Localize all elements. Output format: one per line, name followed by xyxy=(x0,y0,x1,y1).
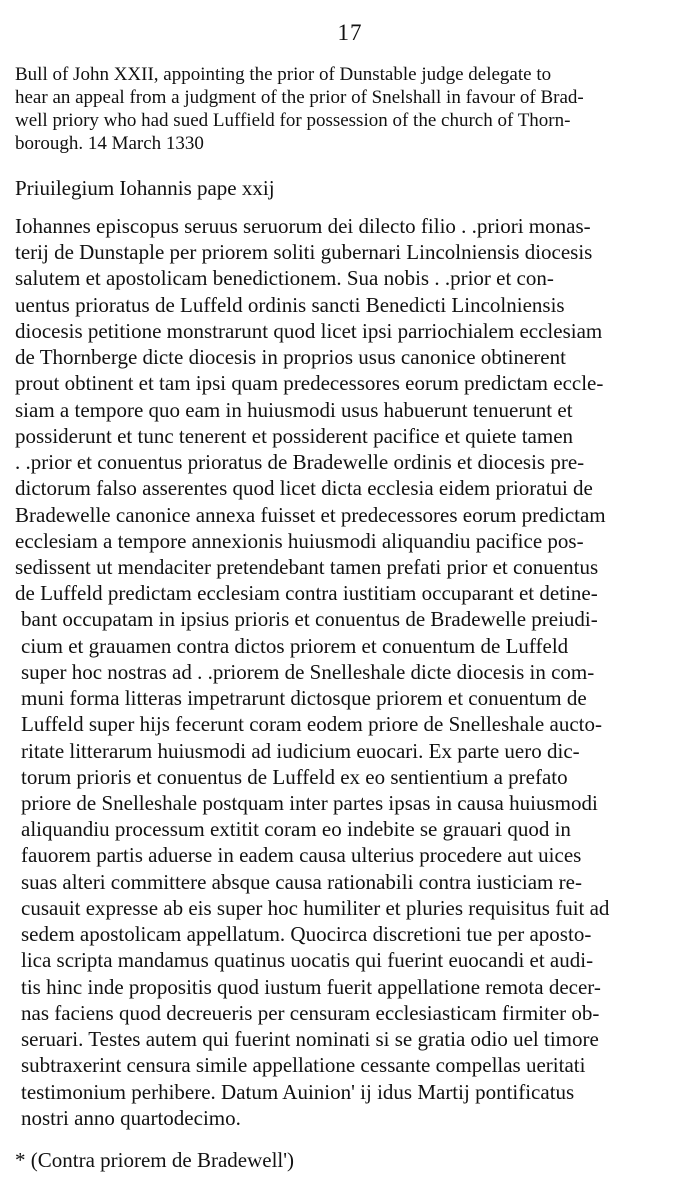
body-line: de Luffeld predictam ecclesiam contra iustitiam occuparant et detine- xyxy=(15,581,598,606)
body-line: fauorem partis aduerse in eadem causa ulterius procedere aut uices xyxy=(21,843,582,868)
body-line: Bradewelle canonice annexa fuisset et predecessores eorum predictam xyxy=(15,502,606,527)
body-line: super hoc nostras ad . .priorem de Snelleshale dicte diocesis in com- xyxy=(21,659,595,684)
body-line: Luffeld super hijs fecerunt coram eodem priore de Snelleshale aucto- xyxy=(21,712,602,737)
heading-line: borough. 14 March 1330 xyxy=(15,133,204,154)
body-line: sedissent ut mendaciter pretendebant tamen prefati prior et conuentus xyxy=(15,554,599,579)
body-line: sedem apostolicam appellatum. Quocirca discretioni tue per aposto- xyxy=(21,922,592,947)
body-line: bant occupatam in ipsius prioris et conuentus de Bradewelle preiudi- xyxy=(21,607,598,632)
document-title: Priuilegium Iohannis pape xxij xyxy=(15,176,275,200)
body-line: terij de Dunstaple per priorem soliti gubernari Lincolniensis diocesis xyxy=(15,240,593,265)
body-line: ritate litterarum huiusmodi ad iudicium euocari. Ex parte uero dic- xyxy=(21,738,580,763)
heading-line: Bull of John XXII, appointing the prior of Dunstable judge delegate to xyxy=(15,64,552,85)
body-line: dictorum falso asserentes quod licet dicta ecclesia eidem prioratui de xyxy=(15,476,593,501)
body-line: suas alteri committere absque causa rationabili contra iusticiam re- xyxy=(21,869,582,894)
body-line: subtraxerint censura simile appellatione cessante compellas ueritati xyxy=(21,1053,586,1078)
body-line: muni forma litteras impetrarunt dictosque priorem et conuentum de xyxy=(21,686,587,711)
body-line: cusauit expresse ab eis super hoc humiliter et pluries requisitus fuit ad xyxy=(21,895,610,920)
body-line: prout obtinent et tam ipsi quam predecessores eorum predictam eccle- xyxy=(15,371,604,396)
footnote: * (Contra priorem de Bradewell') xyxy=(15,1148,295,1172)
body-line: aliquandiu processum extitit coram eo indebite se grauari quod in xyxy=(21,817,571,842)
body-line: cium et grauamen contra dictos priorem et conuentum de Luffeld xyxy=(21,633,569,658)
heading-line: well priory who had sued Luffield for possession of the church of Thorn- xyxy=(15,110,571,131)
body-line: uentus prioratus de Luffeld ordinis sancti Benedicti Lincolniensis xyxy=(15,292,565,317)
body-line: nostri anno quartodecimo. xyxy=(21,1105,241,1130)
body-line: torum prioris et conuentus de Luffeld ex eo sentientium a prefato xyxy=(21,764,568,789)
body-line: testimonium perhibere. Datum Auinion' ij idus Martij pontificatus xyxy=(21,1079,575,1104)
body-line: de Thornberge dicte diocesis in proprios usus canonice obtinerent xyxy=(15,345,566,370)
body-line: Iohannes episcopus seruus seruorum dei dilecto filio . .priori monas- xyxy=(15,214,591,238)
body-line: diocesis petitione monstrarunt quod licet ipsi parriochialem ecclesiam xyxy=(15,318,603,343)
body-line: priore de Snelleshale postquam inter partes ipsas in causa huiusmodi xyxy=(21,791,598,816)
body-line: lica scripta mandamus quatinus uocatis qui fuerint euocandi et audi- xyxy=(21,948,594,973)
body-line: . .prior et conuentus prioratus de Bradewelle ordinis et diocesis pre- xyxy=(15,450,585,475)
page-number: 17 xyxy=(337,20,363,45)
body-line: tis hinc inde propositis quod iustum fuerit appellatione remota decer- xyxy=(21,974,601,999)
body-line: seruari. Testes autem qui fuerint nominati si se gratia odio uel timore xyxy=(21,1027,599,1052)
body-line: siam a tempore quo eam in huiusmodi usus habuerunt tenuerunt et xyxy=(15,397,573,422)
body-line: salutem et apostolicam benedictionem. Sua nobis . .prior et con- xyxy=(15,266,554,291)
body-line: nas faciens quod decreueris per censuram ecclesiasticam firmiter ob- xyxy=(21,1000,600,1025)
heading-line: hear an appeal from a judgment of the prior of Snelshall in favour of Brad- xyxy=(15,87,584,108)
body-line: ecclesiam a tempore annexionis huiusmodi aliquandiu pacifice pos- xyxy=(15,528,584,553)
body-line: possiderunt et tunc tenerent et possiderent pacifice et quiete tamen xyxy=(15,423,574,448)
